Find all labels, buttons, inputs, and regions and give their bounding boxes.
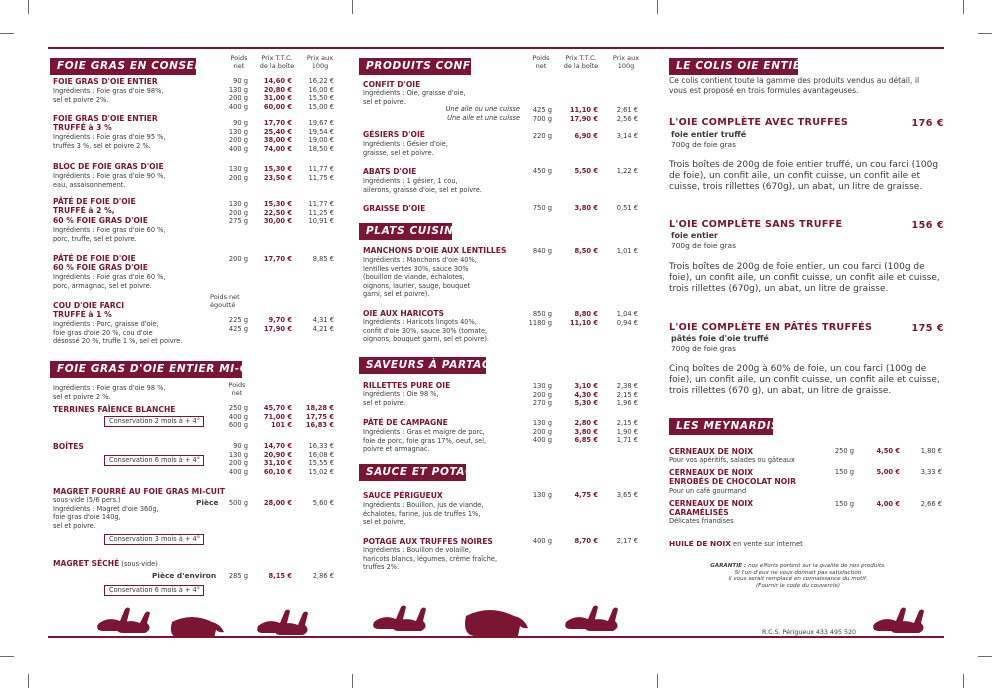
product-description: Pour un café gourmand — [669, 487, 747, 495]
product-prices: 15,30 € 22,50 € 30,00 € — [263, 200, 292, 226]
product-name: POTAGE AUX TRUFFES NOIRES — [363, 537, 493, 546]
product-price-per-100g: 5,60 € — [312, 499, 334, 507]
product-name: ABATS D'OIE — [363, 167, 417, 176]
crop-mark — [978, 656, 992, 657]
conservation-note: Conservation 3 mois à + 4° — [104, 534, 204, 545]
fold-mark — [657, 0, 658, 14]
product-prices: 8,80 € 11,10 € — [569, 310, 598, 327]
product-weights: 200 g — [228, 255, 248, 263]
section-title-colis: LE COLIS OIE ENTIÈRE — [669, 58, 798, 75]
product-weights: 450 g — [532, 167, 552, 175]
product-weights: 130 g — [532, 491, 552, 499]
product-name: BLOC DE FOIE GRAS D'OIE — [53, 162, 164, 171]
product-weights: 250 g 400 g 600 g — [228, 404, 248, 430]
product-ingredients: Ingrédients : Manchons d'oie 40%, lentilles vertes 30%, sauce 30% (bouillon de viande, échalotes, oignons, laurier, sauge, bouquet garni, sel et poivre). — [363, 256, 477, 299]
product-name: FOIE GRAS D'OIE ENTIER — [53, 77, 158, 86]
product-weights: 130 g 200 g 270 g — [532, 382, 552, 408]
product-prices: 5,00 € — [876, 468, 900, 476]
product-name: CERNEAUX DE NOIX — [669, 447, 754, 456]
product-prices: 15,30 € 23,50 € — [263, 165, 292, 182]
product-prices: 8,50 € — [574, 247, 598, 255]
offer-subtitle: foie entier truffé — [671, 130, 747, 139]
product-weights: 130 g 200 g 400 g — [532, 419, 552, 445]
product-name-suffix: (sous-vide) — [119, 560, 158, 568]
product-ingredients: Ingrédients : Oie 98 %, sel et poivre. — [363, 390, 439, 407]
product-name: MAGRET FOURRÉ AU FOIE GRAS MI-CUIT — [53, 487, 225, 496]
product-name: MAGRET SÉCHÉ — [53, 559, 120, 568]
product-prices: 3,10 € 4,30 € 5,30 € — [574, 382, 598, 408]
offer-subtitle: foie entier — [671, 231, 718, 240]
product-weights: 130 g 200 g — [228, 165, 248, 182]
product-ingredients: Ingrédients : Haricots lingots 40%, confit d'oie 30%, sauce 30% (tomate, oignons, bouquet garni, sel et poivre). — [363, 318, 489, 344]
product-ingredients: Ingrédients : Oie, graisse d'oie, sel et poivre. — [363, 89, 466, 106]
goose-illustration-left — [90, 604, 330, 640]
offer-name: L'OIE COMPLÈTE EN PÂTÉS TRUFFÉS — [669, 322, 873, 333]
product-weights: 225 g 425 g — [228, 316, 248, 333]
product-name: OIE AUX HARICOTS — [363, 309, 445, 318]
product-price-per-100g: 11,77 € 11,75 € — [308, 165, 334, 182]
product-weights: 90 g 130 g 200 g 400 g — [228, 442, 248, 476]
product-name: SAUCE PÉRIGUEUX — [363, 491, 443, 500]
conservation-note: Conservation 6 mois à + 4° — [104, 455, 204, 466]
product-ingredients: Ingrédients : Foie gras d'oie 98%, sel et poivre 2%. — [53, 87, 164, 104]
product-price-per-100g: 2,15 € 1,90 € 1,71 € — [616, 419, 638, 445]
product-name: COU D'OIE FARCI TRUFFÉ à 1 % — [53, 301, 125, 320]
fold-mark — [657, 674, 658, 688]
header-weight: Poids net — [532, 54, 550, 70]
product-prices: 2,80 € 3,80 € 6,85 € — [574, 419, 598, 445]
section-title-cuisines: PLATS CUISINÉS — [359, 223, 452, 240]
section-title-conserve: FOIE GRAS EN CONSERVE — [50, 58, 196, 75]
product-name: MANCHONS D'OIE AUX LENTILLES — [363, 246, 507, 255]
crop-mark — [978, 33, 992, 34]
product-price-per-100g: 18,28 € 17,75 € 16,83 € — [305, 404, 334, 430]
product-prices: 17,70 € 25,40 € 38,00 € 74,00 € — [263, 119, 292, 153]
offer-foie-weight: 700g de foie gras — [671, 241, 736, 250]
crop-mark — [963, 0, 964, 14]
product-prices: 14,60 € 20,80 € 31,00 € 60,00 € — [263, 77, 292, 111]
product-ingredients: Ingrédients : Bouillon, jus de viande, échalotes, farine, jus de truffes 1%, sel et poivre. — [363, 501, 484, 527]
product-weights: 285 g — [228, 572, 248, 580]
product-name: GÉSIERS D'OIE — [363, 130, 425, 139]
crop-mark — [28, 0, 29, 14]
product-weights: 90 g 130 g 200 g 400 g — [228, 119, 248, 153]
crop-mark — [963, 674, 964, 688]
product-price-per-100g: 8,85 € — [312, 255, 334, 263]
product-ingredients: Ingrédients : Gésier d'oie, graisse, sel et poivre. — [363, 140, 448, 157]
product-name: GRAISSE D'OIE — [363, 204, 426, 213]
product-prices: 17,70 € — [263, 255, 292, 263]
product-price-per-100g: 16,22 € 16,00 € 15,50 € 15,00 € — [308, 77, 334, 111]
product-prices: 8,15 € — [268, 572, 292, 580]
product-price-per-100g: 2,17 € — [616, 537, 638, 545]
product-prices: 28,00 € — [263, 499, 292, 507]
offer-foie-weight: 700g de foie gras — [671, 140, 736, 149]
product-prices: 8,70 € — [574, 537, 598, 545]
header-weight: Poids net — [230, 54, 248, 70]
product-weights: 500 g — [228, 499, 248, 507]
product-price-per-100g: 19,67 € 19,54 € 19,00 € 18,50 € — [308, 119, 334, 153]
product-price-per-100g: 2,61 € 2,56 € — [616, 106, 638, 123]
crop-mark — [28, 674, 29, 688]
product-price-per-100g: 11,77 € 11,25 € 10,91 € — [308, 200, 334, 226]
product-weights: 90 g 130 g 200 g 400 g — [228, 77, 248, 111]
header-per100: Prix aux 100g — [306, 54, 334, 70]
product-weights: 220 g — [532, 132, 552, 140]
product-ingredients: Ingrédients : Gras et maigre de porc, foie de porc, foie gras 17%, oeuf, sel, poivre et armagnac. — [363, 428, 487, 454]
colis-intro: Ce colis contient toute la gamme des produits vendus au détail, il vous est proposé en trois formules avantageuses. — [669, 76, 920, 95]
product-name-line — [53, 560, 158, 569]
product-price-per-100g: 2,66 € — [920, 500, 942, 508]
section-title-confits: PRODUITS CONFITS — [359, 58, 471, 75]
product-ingredients: Ingrédients : Bouillon de volaille, haricots blancs, légumes, crème fraîche, truffes 2%. — [363, 546, 498, 572]
product-name: PÂTÉ DE CAMPAGNE — [363, 418, 448, 427]
section-title-meynardises: LES MEYNARDISES — [669, 418, 773, 435]
offer-description: Trois boîtes de 200g de foie entier, un cou farci (100g de foie), un confit aile, un confit cuisse, un confit aile et cuisse, trois rillettes (670g), un abat, un litre de graisse. — [669, 262, 940, 295]
product-name: PÂTÉ DE FOIE D'OIE TRUFFÉ à 2 %, 60 % FOIE GRAS D'OIE — [53, 197, 148, 225]
section-title-partager: SAVEURS À PARTAGER — [359, 357, 486, 374]
section-title-micuit: FOIE GRAS D'OIE ENTIER MI-CUIT — [50, 361, 242, 378]
product-price-per-100g: 1,22 € — [616, 167, 638, 175]
header-drained-weight: Poids net égoutté — [210, 293, 240, 309]
micuit-ingredients: Ingrédients : Foie gras d'oie 98 %, sel et poivre 2 %. — [53, 384, 166, 401]
section-title-sauce: SAUCE ET POTAGE — [359, 464, 466, 481]
offer-price: 156 € — [911, 220, 944, 231]
product-variants: Une aile ou une cuisse Une aile et une cuisse — [445, 105, 520, 122]
huile-de-noix-line — [669, 540, 803, 549]
top-rule — [48, 47, 944, 49]
product-name: PÂTÉ DE FOIE D'OIE 60 % FOIE GRAS D'OIE — [53, 254, 148, 273]
product-weights: 400 g — [532, 537, 552, 545]
product-price-per-100g: 3,65 € — [616, 491, 638, 499]
product-prices: 11,10 € 17,90 € — [569, 106, 598, 123]
product-price-per-100g: 3,14 € — [616, 132, 638, 140]
product-price-per-100g: 2,86 € — [312, 572, 334, 580]
goose-illustration-right — [870, 606, 930, 638]
conservation-note: Conservation 6 mois à + 4° — [104, 585, 204, 596]
product-ingredients: Ingrédients : 1 gésier, 1 cou, ailerons, graisse d'oie, sel et poivre. — [363, 177, 482, 194]
product-price-per-100g: 2,38 € 2,15 € 1,96 € — [616, 382, 638, 408]
product-prices: 3,80 € — [574, 204, 598, 212]
product-prices: 4,00 € — [876, 500, 900, 508]
product-weights: 250 g — [834, 447, 854, 455]
product-price-per-100g: 1,01 € — [616, 247, 638, 255]
product-ingredients: Ingrédients : Foie gras d'oie 95 %, truffes 3 %, sel et poivre 2 %. — [53, 133, 166, 150]
product-weights: 850 g 1180 g — [528, 310, 552, 327]
product-prices: 6,90 € — [574, 132, 598, 140]
product-prices: 4,50 € — [876, 447, 900, 455]
offer-name: L'OIE COMPLÈTE SANS TRUFFE — [669, 219, 843, 230]
unit-label: Pièce — [196, 498, 219, 507]
product-ingredients: Ingrédients : Foie gras d'oie 90 %, eau, assaisonnement. — [53, 172, 166, 189]
product-price-per-100g: 0,51 € — [616, 204, 638, 212]
product-price-per-100g: 16,33 € 16,08 € 15,55 € 15,02 € — [308, 442, 334, 476]
product-prices: 5,50 € — [574, 167, 598, 175]
header-price: Prix T.T.C. de la boîte — [563, 54, 599, 70]
product-prices: 9,70 € 17,90 € — [263, 316, 292, 333]
product-ingredients: sous-vide (5/6 pers.) Ingrédients : Magret d'oie 360g, foie gras d'oie 140g, sel et poivre. — [53, 496, 159, 530]
header-per100: Prix aux 100g — [612, 54, 640, 70]
product-ingredients: Ingrédients : Porc, graisse d'oie, foie gras d'oie 20 %, cou d'oie désossé 20 %, truffe 1 %, sel et poivre. — [53, 320, 183, 346]
guarantee-note — [700, 556, 896, 590]
product-prices: 4,75 € — [574, 491, 598, 499]
guarantee-label: GARANTIE : — [710, 562, 747, 569]
product-ingredients: Ingrédients : Foie gras d'oie 60 %, porc, truffe, sel et poivre. — [53, 226, 166, 243]
product-prices: 45,70 € 71,00 € 101 € — [263, 404, 292, 430]
goose-illustration-center — [366, 600, 646, 640]
product-weights: 425 g 700 g — [532, 106, 552, 123]
product-weights: 130 g 200 g 275 g — [228, 200, 248, 226]
product-name: CERNEAUX DE NOIX ENROBÉS DE CHOCOLAT NOIR — [669, 468, 796, 487]
offer-price: 175 € — [911, 323, 944, 334]
product-name: FOIE GRAS D'OIE ENTIER TRUFFÉ à 3 % — [53, 114, 158, 133]
offer-foie-weight: 700g de foie gras — [671, 344, 736, 353]
fold-mark — [352, 674, 353, 688]
product-ingredients: Ingrédients : Foie gras d'oie 60 %, porc, armagnac, sel et poivre. — [53, 273, 166, 290]
product-price-per-100g: 4,31 € 4,21 € — [312, 316, 334, 333]
product-weights: 840 g — [532, 247, 552, 255]
product-name: RILLETTES PURE OIE — [363, 381, 451, 390]
product-weights: 150 g — [834, 468, 854, 476]
fold-mark — [352, 0, 353, 14]
offer-name: L'OIE COMPLÈTE AVEC TRUFFES — [669, 117, 849, 128]
product-price-per-100g: 1,80 € — [920, 447, 942, 455]
product-name: CONFIT D'OIE — [363, 80, 421, 89]
crop-mark — [0, 33, 14, 34]
offer-description: Trois boîtes de 200g de foie entier truffé, un cou farci (100g de foie), un confit aile, un confit cuisse, un confit aile et cuisse, trois rillettes (670g), un abat, un litre de graisse. — [669, 160, 939, 193]
product-name: CERNEAUX DE NOIX CARAMÉLISÉS — [669, 499, 754, 518]
crop-mark — [0, 656, 14, 657]
product-description: Délicates friandises — [669, 517, 734, 525]
product-weights: 150 g — [834, 500, 854, 508]
guarantee-text: nos efforts portent sur la qualité de nos produits. Si l'un d'eux ne vous donnait pas satisfaction il vous serait remplacé en connaissance du motif. (Fournir le code du couvercle) — [728, 562, 886, 590]
offer-subtitle: pâtés foie d'oie truffé — [671, 334, 769, 343]
header-weight: Poids net — [228, 381, 246, 397]
product-name: HUILE DE NOIX — [669, 539, 731, 548]
product-price-per-100g: 1,04 € 0,94 € — [616, 310, 638, 327]
conservation-note: Conservation 2 mois à + 4° — [104, 416, 204, 427]
product-weights: 750 g — [532, 204, 552, 212]
product-description: Pour vos apéritifs, salades ou gâteaux — [669, 456, 795, 464]
product-prices: 14,70 € 20,90 € 31,10 € 60,10 € — [263, 442, 292, 476]
product-name: TERRINES FAÏENCE BLANCHE — [53, 405, 176, 414]
offer-price: 176 € — [911, 118, 944, 129]
header-price: Prix T.T.C. de la boîte — [259, 54, 295, 70]
rcs-number: R.C.S. Périgueux 433 495 520 — [762, 629, 856, 636]
product-name: BOÎTES — [53, 442, 84, 451]
huile-availability: en vente sur internet — [730, 540, 803, 548]
unit-label: Pièce d'environ — [152, 571, 217, 580]
offer-description: Cinq boîtes de 200g à 60% de foie, un cou farci (100g de foie), un confit aile, un confit cuisse, un confit aile et cuisse, trois rillettes (670 g), un abat, un litre de graisse. — [669, 364, 940, 397]
product-price-per-100g: 3,33 € — [920, 468, 942, 476]
